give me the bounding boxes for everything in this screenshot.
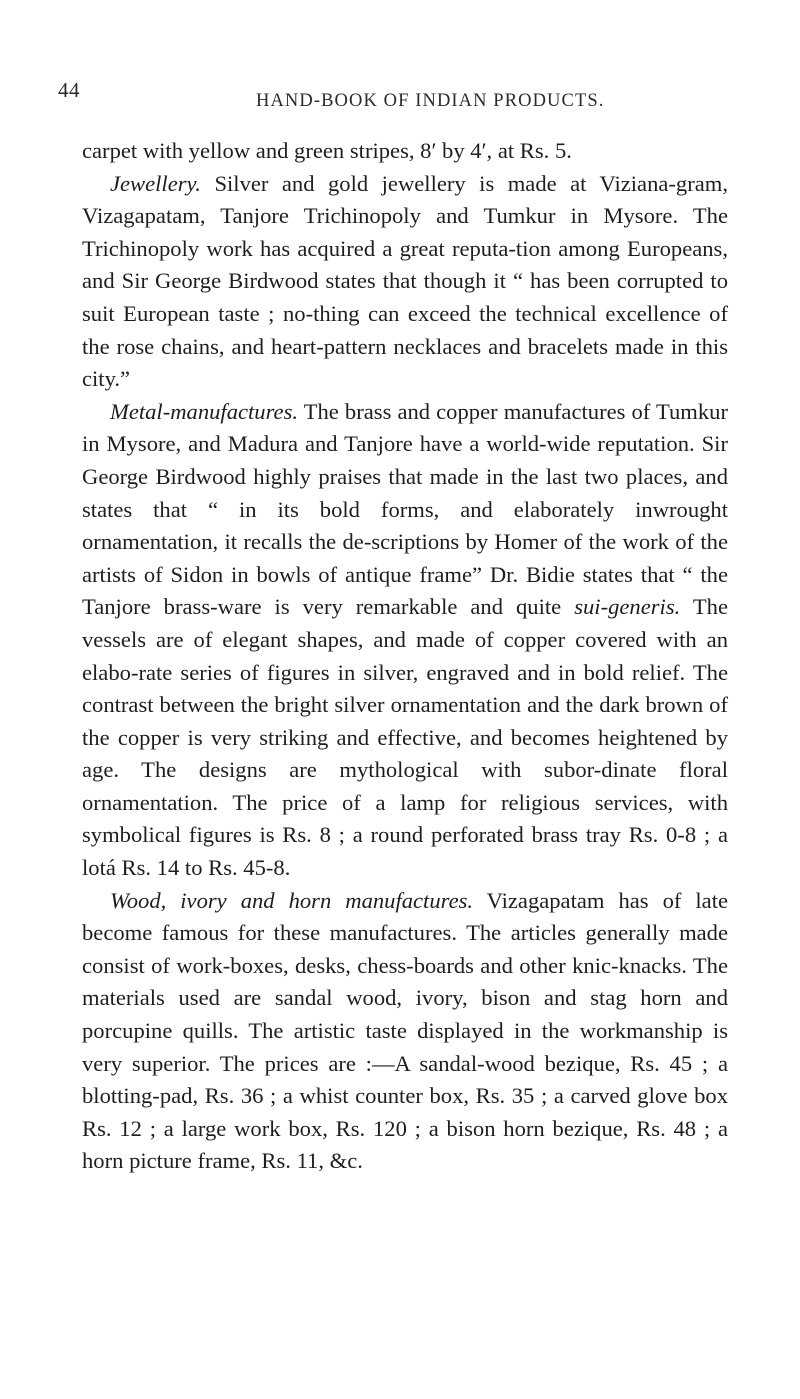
paragraph-text: Vizagapatam has of late become famous for these manufactures. The articles generally made consist of work-boxes, desks, chess-boards and other knic-knacks. The materials used are sandal wood, ivory, bison and stag horn and porcupine quills. The artistic taste displayed in the workmanship is very superior. The prices are :—A sandal-wood bezique, Rs. 45 ; a blotting-pad, Rs. 36 ; a whist counter box, Rs. 35 ; a carved glove box Rs. 12 ; a large work box, Rs. 120 ; a bison horn bezique, Rs. 48 ; a horn picture frame, Rs. 11, &c. (82, 887, 728, 1174)
paragraph-text: Silver and gold jewellery is made at Viziana-gram, Vizagapatam, Tanjore Trichinopoly and Tumkur in Mysore. The Trichinopoly work has acquired a great reputa-tion among Europeans, and Sir George Birdwood states that though it “ has been corrupted to suit European taste ; no-thing can exceed the technical excellence of the rose chains, and heart-pattern necklaces and bracelets made in this city.” (82, 170, 728, 392)
running-title: HAND-BOOK OF INDIAN PRODUCTS. (256, 91, 605, 111)
page-number: 44 (58, 78, 80, 102)
section-title-metal-manufactures: Metal-manufactures. (110, 398, 299, 424)
section-title-wood-ivory-horn: Wood, ivory and horn manufactures. (110, 887, 474, 913)
paragraph-metal-manufactures (82, 396, 728, 885)
latin-term: sui-generis. (574, 594, 681, 620)
paragraph-text: The brass and copper manufactures of Tumkur in Mysore, and Madura and Tanjore have a world-wide reputation. Sir George Birdwood highly praises that made in the last two places, and states that “ in its bold forms, and elaborately inwrought ornamentation, it recalls the de-scriptions by Homer of the work of the artists of Sidon in bowls of antique frame” Dr. Bidie states that “ the Tanjore brass-ware is very remarkable and quite (82, 398, 728, 620)
paragraph-text: carpet with yellow and green stripes, 8′ by 4′, at Rs. 5. (82, 138, 572, 163)
body-text (82, 135, 728, 1178)
section-title-jewellery: Jewellery. (110, 170, 201, 196)
paragraph-carpet-continuation (82, 135, 728, 168)
paragraph-wood-ivory-horn (82, 885, 728, 1178)
paragraph-jewellery (82, 168, 728, 396)
paragraph-text-continued: The vessels are of elegant shapes, and made of copper covered with an elabo-rate series of figures in silver, engraved and in bold relief. The contrast between the bright silver ornamentation and the dark brown of the copper is very striking and effective, and becomes heightened by age. The designs are mythological with subor-dinate floral ornamentation. The price of a lamp for religious services, with symbolical figures is Rs. 8 ; a round perforated brass tray Rs. 0-8 ; a lotá Rs. 14 to Rs. 45-8. (82, 594, 728, 881)
